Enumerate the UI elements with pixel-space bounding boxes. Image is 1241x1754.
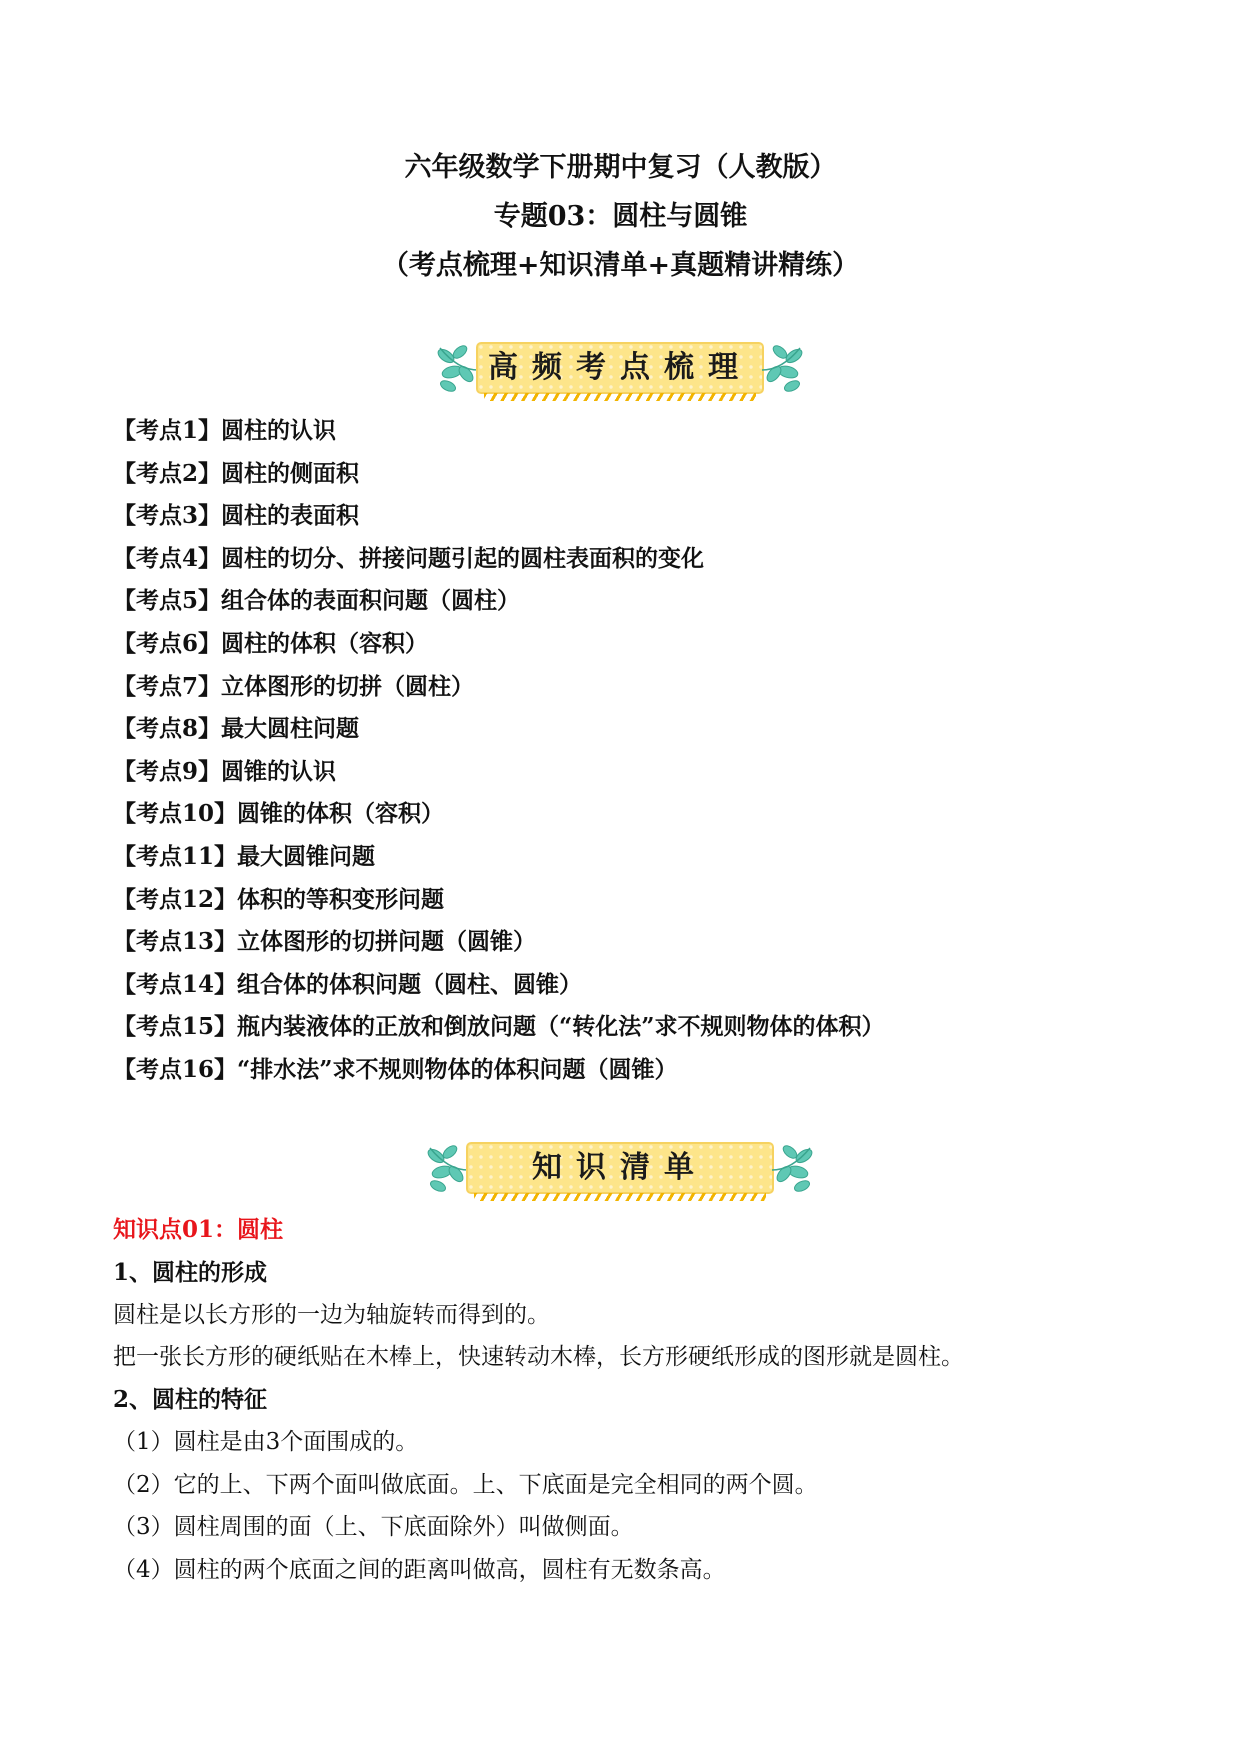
document-subtitle: 专题03：圆柱与圆锥	[493, 201, 748, 232]
feature-item: （3）圆柱周围的面（上、下底面除外）叫做侧面。	[113, 1514, 634, 1540]
exam-point-item: 【考点1】圆柱的认识	[113, 417, 337, 444]
exam-point-item: 【考点9】圆锥的认识	[113, 757, 337, 785]
leaf-ornament-icon	[422, 1140, 472, 1196]
subsection-title: 1、圆柱的形成	[113, 1259, 268, 1286]
exam-point-item: 【考点2】圆柱的侧面积	[113, 459, 360, 487]
exam-point-item: 【考点3】圆柱的表面积	[113, 502, 360, 530]
feature-item: （4）圆柱的两个底面之间的距离叫做高，圆柱有无数条高。	[113, 1557, 726, 1583]
exam-points-banner	[430, 336, 810, 406]
paragraph: 把一张长方形的硬纸贴在木棒上，快速转动木棒，长方形硬纸形成的图形就是圆柱。	[113, 1344, 964, 1370]
knowledge-section-title: 知识点01：圆柱	[113, 1216, 284, 1243]
exam-point-item: 【考点11】最大圆锥问题	[113, 842, 376, 870]
exam-point-item: 【考点12】体积的等积变形问题	[113, 885, 445, 913]
exam-points-banner-title: 高频考点梳理	[488, 350, 752, 385]
exam-point-item: 【考点5】组合体的表面积问题（圆柱）	[113, 587, 521, 615]
exam-point-item: 【考点14】组合体的体积问题（圆柱、圆锥）	[113, 970, 583, 998]
subsection-title: 2、圆柱的特征	[113, 1386, 268, 1413]
feature-item: （1）圆柱是由3个面围成的。	[113, 1429, 419, 1455]
feature-item: （2）它的上、下两个面叫做底面。上、下底面是完全相同的两个圆。	[113, 1472, 818, 1498]
knowledge-banner-title: 知识清单	[532, 1150, 708, 1185]
exam-point-item: 【考点10】圆锥的体积（容积）	[113, 800, 445, 828]
exam-point-item: 【考点6】圆柱的体积（容积）	[113, 629, 429, 657]
leaf-ornament-icon	[768, 1140, 818, 1196]
paragraph: 圆柱是以长方形的一边为轴旋转而得到的。	[113, 1302, 550, 1328]
leaf-ornament-icon	[758, 340, 808, 396]
exam-point-item: 【考点4】圆柱的切分、拼接问题引起的圆柱表面积的变化	[113, 544, 705, 572]
document-title: 六年级数学下册期中复习（人教版）	[404, 152, 837, 183]
exam-point-item: 【考点16】“排水法”求不规则物体的体积问题（圆锥）	[113, 1055, 678, 1083]
leaf-ornament-icon	[432, 340, 482, 396]
exam-points-list	[113, 410, 884, 1092]
exam-point-item: 【考点13】立体图形的切拼问题（圆锥）	[113, 928, 537, 956]
exam-point-item: 【考点8】最大圆柱问题	[113, 715, 360, 743]
exam-point-item: 【考点15】瓶内装液体的正放和倒放问题（“转化法”求不规则物体的体积）	[113, 1013, 885, 1041]
knowledge-banner	[420, 1136, 820, 1206]
document-tagline: （考点梳理+知识清单+真题精讲精练）	[381, 250, 860, 281]
exam-point-item: 【考点7】立体图形的切拼（圆柱）	[113, 672, 475, 700]
